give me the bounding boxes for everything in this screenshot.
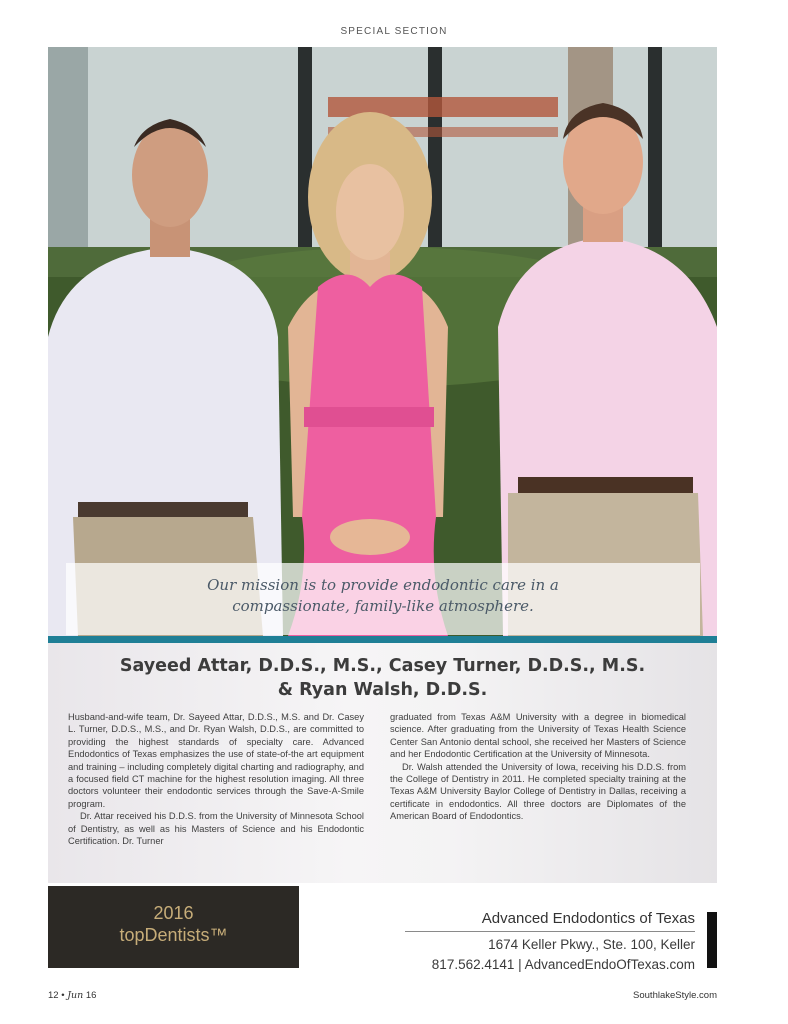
doctors-heading-line-1: Sayeed Attar, D.D.S., M.S., Casey Turner, D.D.S., M.S.	[119, 656, 646, 676]
bio-paragraph: Dr. Walsh attended the University of Iowa, receiving his D.D.S. from the College of Dentistry in 2011. He completed specialty training at the Texas A&M University Baylor College of Dentistry in Dallas, receiving a certificate in endodontics. All three doctors are Diplomates of the American Board of Endodontics.	[390, 761, 686, 822]
award-title: topDentists™	[119, 925, 228, 945]
issue-month: Jun	[67, 990, 84, 1001]
accent-bar	[707, 912, 717, 968]
bio-paragraph: Husband-and-wife team, Dr. Sayeed Attar, D.D.S., M.S. and Dr. Casey L. Turner, D.D.S., M.S., and Dr. Ryan Walsh, D.D.S., are committed to providing the highest standards of specialty care. Advanced Endodontics of Texas emphasizes the use of state-of-the art equipment and training – including completely digital charting and radiography, and a focused field CT machine for the highest resolution imaging. All three doctors volunteer their endodontic services through the Save-A-Smile program.	[68, 712, 364, 809]
issue-year: 16	[85, 990, 97, 1001]
practice-contact[interactable]: 817.562.4141 | AdvancedEndoOfTexas.com	[431, 957, 695, 972]
page-footer-left	[48, 990, 96, 1001]
page-number: 12 •	[48, 990, 65, 1001]
bio-column-left	[68, 711, 364, 847]
bio-column-right	[390, 711, 686, 823]
group-portrait-image	[48, 47, 717, 636]
teal-divider	[48, 636, 717, 643]
group-portrait-photo	[48, 47, 717, 636]
award-year: 2016	[153, 903, 194, 923]
mission-line-2: compassionate, family-like atmosphere.	[232, 597, 534, 615]
mission-statement	[66, 563, 700, 635]
mission-line-1: Our mission is to provide endodontic care in a	[207, 576, 559, 594]
practice-address: 1674 Keller Pkwy., Ste. 100, Keller	[488, 937, 695, 952]
practice-name: Advanced Endodontics of Texas	[481, 910, 695, 927]
award-badge	[48, 886, 299, 968]
section-label: SPECIAL SECTION	[340, 26, 448, 37]
bio-paragraph: graduated from Texas A&M University with a degree in biomedical science. After graduating from the University of Texas Health Science Center San Antonio dental school, she received her Masters of Science and her Endodontic Certification at the University of Minnesota.	[390, 712, 686, 760]
site-url[interactable]: SouthlakeStyle.com	[633, 990, 717, 1001]
practice-divider	[405, 931, 695, 932]
bio-paragraph: Dr. Attar received his D.D.S. from the University of Minnesota School of Dentistry, as well as his Masters of Science and his Endodontic Certification. Dr. Turner	[68, 811, 364, 847]
doctors-heading-line-2: & Ryan Walsh, D.D.S.	[277, 680, 488, 700]
doctors-heading	[48, 654, 717, 702]
